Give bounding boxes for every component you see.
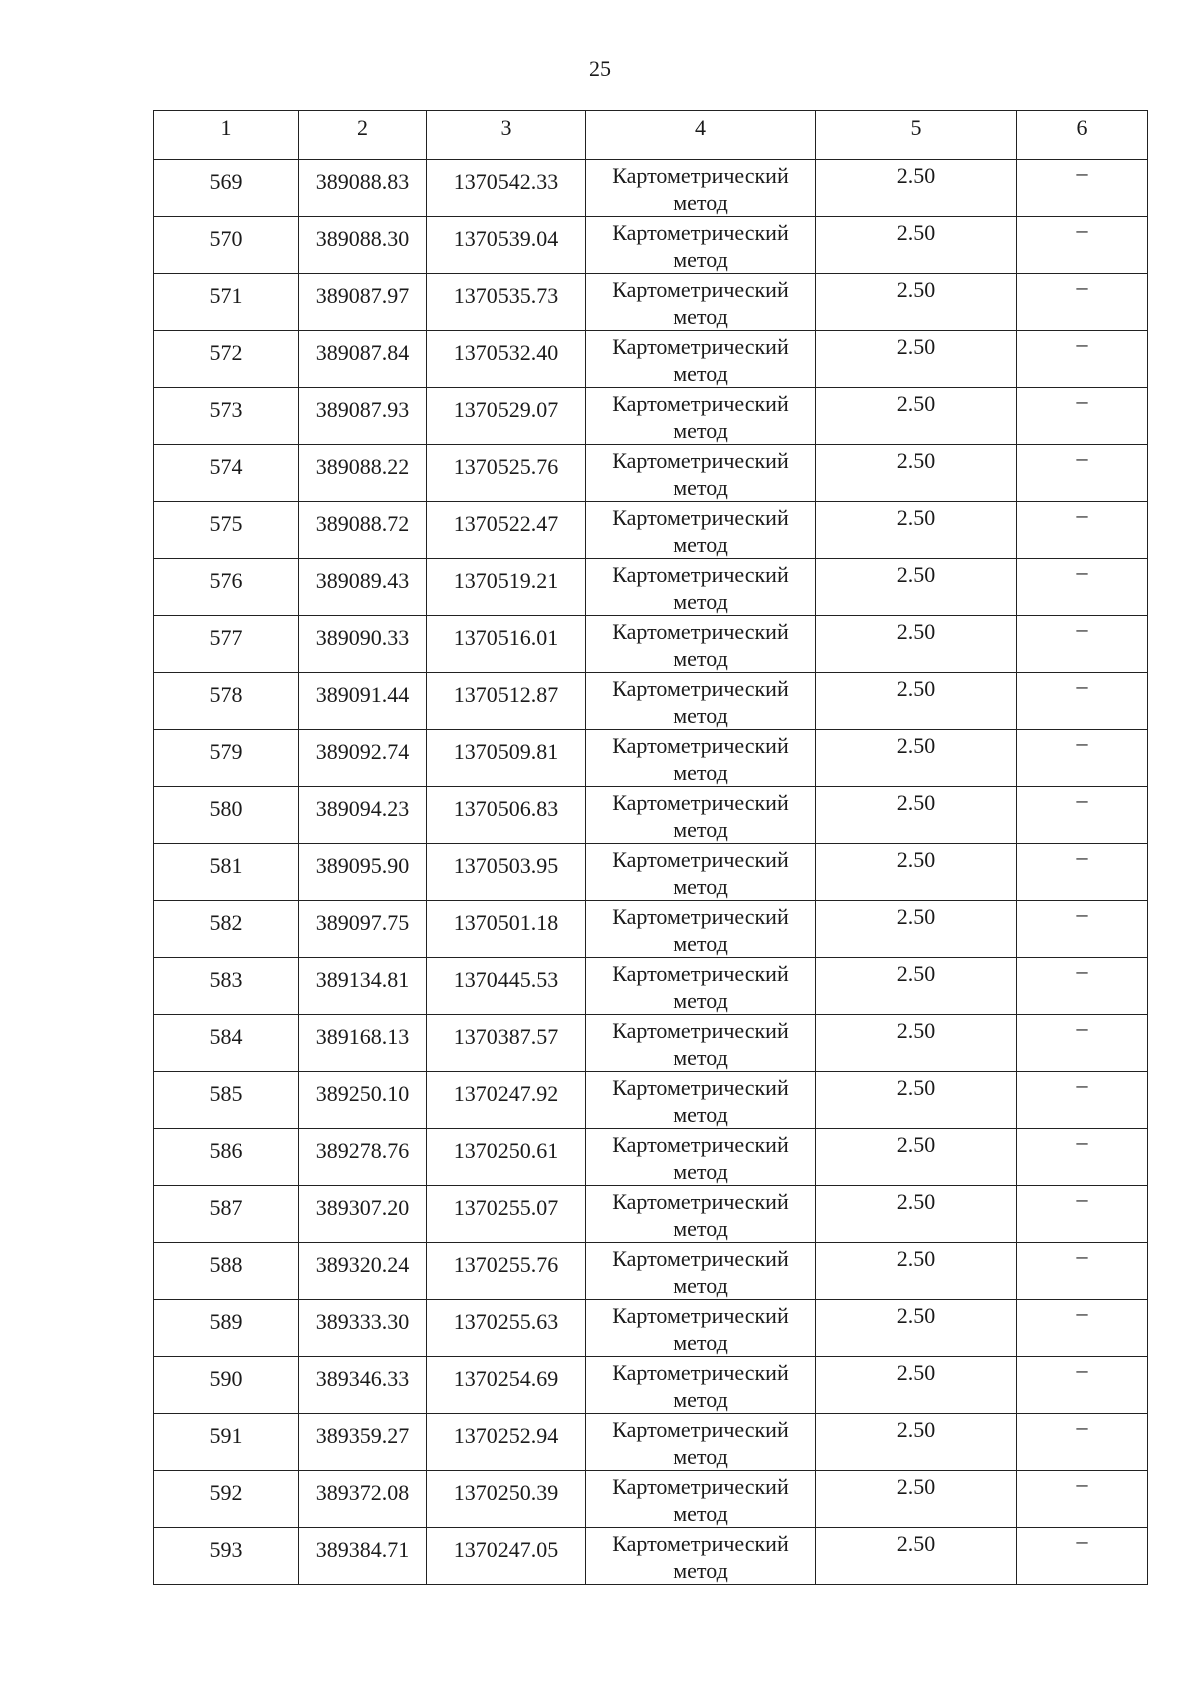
note-cell: – <box>1017 1471 1148 1528</box>
header-col-3: 3 <box>427 111 586 160</box>
method-line-2: метод <box>673 1387 728 1412</box>
accuracy-cell: 2.50 <box>816 274 1017 331</box>
method-cell <box>586 901 816 958</box>
table-row <box>154 901 1148 958</box>
x-coordinate-cell: 389134.81 <box>299 958 427 1015</box>
method-line-1: Картометрический <box>612 562 789 587</box>
x-coordinate-cell: 389094.23 <box>299 787 427 844</box>
accuracy-cell: 2.50 <box>816 445 1017 502</box>
table-row <box>154 616 1148 673</box>
point-number-cell: 587 <box>154 1186 299 1243</box>
method-cell <box>586 217 816 274</box>
y-coordinate-cell: 1370503.95 <box>427 844 586 901</box>
method-line-2: метод <box>673 874 728 899</box>
method-line-2: метод <box>673 418 728 443</box>
x-coordinate-cell: 389346.33 <box>299 1357 427 1414</box>
x-coordinate-cell: 389087.84 <box>299 331 427 388</box>
table-row <box>154 160 1148 217</box>
x-coordinate-cell: 389088.72 <box>299 502 427 559</box>
note-cell: – <box>1017 958 1148 1015</box>
x-coordinate-cell: 389088.30 <box>299 217 427 274</box>
method-cell <box>586 559 816 616</box>
table-row <box>154 1300 1148 1357</box>
accuracy-cell: 2.50 <box>816 1414 1017 1471</box>
method-cell <box>586 958 816 1015</box>
x-coordinate-cell: 389250.10 <box>299 1072 427 1129</box>
method-line-1: Картометрический <box>612 904 789 929</box>
method-line-1: Картометрический <box>612 448 789 473</box>
table-body <box>154 160 1148 1585</box>
table-row <box>154 1186 1148 1243</box>
table-row <box>154 274 1148 331</box>
note-cell: – <box>1017 730 1148 787</box>
y-coordinate-cell: 1370254.69 <box>427 1357 586 1414</box>
x-coordinate-cell: 389090.33 <box>299 616 427 673</box>
table-row <box>154 502 1148 559</box>
accuracy-cell: 2.50 <box>816 1528 1017 1585</box>
table-row <box>154 958 1148 1015</box>
header-col-2: 2 <box>299 111 427 160</box>
point-number-cell: 588 <box>154 1243 299 1300</box>
table-row <box>154 1471 1148 1528</box>
accuracy-cell: 2.50 <box>816 673 1017 730</box>
x-coordinate-cell: 389359.27 <box>299 1414 427 1471</box>
accuracy-cell: 2.50 <box>816 730 1017 787</box>
header-col-5: 5 <box>816 111 1017 160</box>
method-cell <box>586 1414 816 1471</box>
method-line-2: метод <box>673 1102 728 1127</box>
x-coordinate-cell: 389384.71 <box>299 1528 427 1585</box>
method-line-2: метод <box>673 1159 728 1184</box>
note-cell: – <box>1017 1243 1148 1300</box>
x-coordinate-cell: 389087.97 <box>299 274 427 331</box>
table-row <box>154 445 1148 502</box>
method-cell <box>586 274 816 331</box>
method-line-2: метод <box>673 247 728 272</box>
point-number-cell: 590 <box>154 1357 299 1414</box>
x-coordinate-cell: 389320.24 <box>299 1243 427 1300</box>
point-number-cell: 589 <box>154 1300 299 1357</box>
y-coordinate-cell: 1370516.01 <box>427 616 586 673</box>
y-coordinate-cell: 1370509.81 <box>427 730 586 787</box>
point-number-cell: 573 <box>154 388 299 445</box>
y-coordinate-cell: 1370535.73 <box>427 274 586 331</box>
accuracy-cell: 2.50 <box>816 217 1017 274</box>
y-coordinate-cell: 1370250.39 <box>427 1471 586 1528</box>
point-number-cell: 581 <box>154 844 299 901</box>
note-cell: – <box>1017 1528 1148 1585</box>
accuracy-cell: 2.50 <box>816 1072 1017 1129</box>
method-line-1: Картометрический <box>612 1531 789 1556</box>
method-cell <box>586 1072 816 1129</box>
method-line-1: Картометрический <box>612 1360 789 1385</box>
method-cell <box>586 730 816 787</box>
method-line-1: Картометрический <box>612 961 789 986</box>
method-line-1: Картометрический <box>612 619 789 644</box>
method-cell <box>586 388 816 445</box>
point-number-cell: 586 <box>154 1129 299 1186</box>
method-line-2: метод <box>673 760 728 785</box>
method-cell <box>586 1015 816 1072</box>
point-number-cell: 580 <box>154 787 299 844</box>
method-line-1: Картометрический <box>612 220 789 245</box>
y-coordinate-cell: 1370250.61 <box>427 1129 586 1186</box>
x-coordinate-cell: 389307.20 <box>299 1186 427 1243</box>
y-coordinate-cell: 1370525.76 <box>427 445 586 502</box>
accuracy-cell: 2.50 <box>816 1015 1017 1072</box>
method-line-2: метод <box>673 1045 728 1070</box>
accuracy-cell: 2.50 <box>816 1471 1017 1528</box>
y-coordinate-cell: 1370255.63 <box>427 1300 586 1357</box>
method-line-1: Картометрический <box>612 733 789 758</box>
note-cell: – <box>1017 1357 1148 1414</box>
accuracy-cell: 2.50 <box>816 616 1017 673</box>
method-line-2: метод <box>673 1501 728 1526</box>
page-number: 25 <box>589 56 611 81</box>
table-row <box>154 1015 1148 1072</box>
method-line-2: метод <box>673 1273 728 1298</box>
note-cell: – <box>1017 502 1148 559</box>
point-number-cell: 576 <box>154 559 299 616</box>
method-line-1: Картометрический <box>612 1303 789 1328</box>
table-row <box>154 1243 1148 1300</box>
method-line-2: метод <box>673 703 728 728</box>
accuracy-cell: 2.50 <box>816 1129 1017 1186</box>
note-cell: – <box>1017 1300 1148 1357</box>
method-cell <box>586 1528 816 1585</box>
method-line-2: метод <box>673 475 728 500</box>
point-number-cell: 585 <box>154 1072 299 1129</box>
point-number-cell: 591 <box>154 1414 299 1471</box>
method-cell <box>586 1186 816 1243</box>
point-number-cell: 574 <box>154 445 299 502</box>
x-coordinate-cell: 389168.13 <box>299 1015 427 1072</box>
method-line-2: метод <box>673 1558 728 1583</box>
method-line-2: метод <box>673 304 728 329</box>
y-coordinate-cell: 1370387.57 <box>427 1015 586 1072</box>
y-coordinate-cell: 1370445.53 <box>427 958 586 1015</box>
note-cell: – <box>1017 673 1148 730</box>
y-coordinate-cell: 1370501.18 <box>427 901 586 958</box>
method-cell <box>586 445 816 502</box>
accuracy-cell: 2.50 <box>816 958 1017 1015</box>
method-cell <box>586 160 816 217</box>
method-line-2: метод <box>673 1216 728 1241</box>
point-number-cell: 582 <box>154 901 299 958</box>
method-cell <box>586 502 816 559</box>
note-cell: – <box>1017 274 1148 331</box>
method-cell <box>586 1243 816 1300</box>
y-coordinate-cell: 1370539.04 <box>427 217 586 274</box>
note-cell: – <box>1017 1186 1148 1243</box>
point-number-cell: 593 <box>154 1528 299 1585</box>
method-line-2: метод <box>673 532 728 557</box>
x-coordinate-cell: 389278.76 <box>299 1129 427 1186</box>
y-coordinate-cell: 1370512.87 <box>427 673 586 730</box>
method-cell <box>586 673 816 730</box>
table-row <box>154 844 1148 901</box>
note-cell: – <box>1017 901 1148 958</box>
note-cell: – <box>1017 445 1148 502</box>
method-line-1: Картометрический <box>612 790 789 815</box>
table-row <box>154 1414 1148 1471</box>
note-cell: – <box>1017 559 1148 616</box>
point-number-cell: 571 <box>154 274 299 331</box>
note-cell: – <box>1017 1414 1148 1471</box>
y-coordinate-cell: 1370532.40 <box>427 331 586 388</box>
x-coordinate-cell: 389087.93 <box>299 388 427 445</box>
accuracy-cell: 2.50 <box>816 1300 1017 1357</box>
point-number-cell: 575 <box>154 502 299 559</box>
accuracy-cell: 2.50 <box>816 1357 1017 1414</box>
method-cell <box>586 331 816 388</box>
note-cell: – <box>1017 331 1148 388</box>
method-line-1: Картометрический <box>612 334 789 359</box>
method-line-1: Картометрический <box>612 847 789 872</box>
method-cell <box>586 1471 816 1528</box>
method-cell <box>586 616 816 673</box>
note-cell: – <box>1017 217 1148 274</box>
accuracy-cell: 2.50 <box>816 559 1017 616</box>
note-cell: – <box>1017 1015 1148 1072</box>
table-row <box>154 1357 1148 1414</box>
method-line-2: метод <box>673 931 728 956</box>
table-row <box>154 673 1148 730</box>
table-row <box>154 1129 1148 1186</box>
y-coordinate-cell: 1370542.33 <box>427 160 586 217</box>
point-number-cell: 569 <box>154 160 299 217</box>
point-number-cell: 572 <box>154 331 299 388</box>
table-row <box>154 1072 1148 1129</box>
y-coordinate-cell: 1370522.47 <box>427 502 586 559</box>
method-line-1: Картометрический <box>612 676 789 701</box>
y-coordinate-cell: 1370247.05 <box>427 1528 586 1585</box>
y-coordinate-cell: 1370252.94 <box>427 1414 586 1471</box>
point-number-cell: 583 <box>154 958 299 1015</box>
method-line-1: Картометрический <box>612 277 789 302</box>
method-line-2: метод <box>673 646 728 671</box>
header-col-4: 4 <box>586 111 816 160</box>
coordinates-table <box>153 110 1148 1585</box>
table-row <box>154 217 1148 274</box>
table-row <box>154 559 1148 616</box>
accuracy-cell: 2.50 <box>816 1243 1017 1300</box>
method-line-1: Картометрический <box>612 1018 789 1043</box>
x-coordinate-cell: 389095.90 <box>299 844 427 901</box>
x-coordinate-cell: 389091.44 <box>299 673 427 730</box>
table-header <box>154 111 1148 160</box>
method-cell <box>586 1300 816 1357</box>
method-line-1: Картометрический <box>612 1474 789 1499</box>
method-line-1: Картометрический <box>612 1246 789 1271</box>
y-coordinate-cell: 1370255.07 <box>427 1186 586 1243</box>
point-number-cell: 584 <box>154 1015 299 1072</box>
method-line-2: метод <box>673 1330 728 1355</box>
accuracy-cell: 2.50 <box>816 388 1017 445</box>
accuracy-cell: 2.50 <box>816 844 1017 901</box>
x-coordinate-cell: 389097.75 <box>299 901 427 958</box>
method-line-1: Картометрический <box>612 1132 789 1157</box>
x-coordinate-cell: 389092.74 <box>299 730 427 787</box>
x-coordinate-cell: 389372.08 <box>299 1471 427 1528</box>
accuracy-cell: 2.50 <box>816 901 1017 958</box>
point-number-cell: 579 <box>154 730 299 787</box>
accuracy-cell: 2.50 <box>816 331 1017 388</box>
note-cell: – <box>1017 616 1148 673</box>
point-number-cell: 570 <box>154 217 299 274</box>
method-line-2: метод <box>673 817 728 842</box>
x-coordinate-cell: 389088.22 <box>299 445 427 502</box>
method-line-1: Картометрический <box>612 1075 789 1100</box>
note-cell: – <box>1017 388 1148 445</box>
point-number-cell: 592 <box>154 1471 299 1528</box>
method-line-2: метод <box>673 190 728 215</box>
header-col-6: 6 <box>1017 111 1148 160</box>
y-coordinate-cell: 1370255.76 <box>427 1243 586 1300</box>
method-cell <box>586 1129 816 1186</box>
x-coordinate-cell: 389088.83 <box>299 160 427 217</box>
method-line-1: Картометрический <box>612 1189 789 1214</box>
note-cell: – <box>1017 1129 1148 1186</box>
x-coordinate-cell: 389089.43 <box>299 559 427 616</box>
y-coordinate-cell: 1370506.83 <box>427 787 586 844</box>
note-cell: – <box>1017 160 1148 217</box>
table-row <box>154 331 1148 388</box>
table-row <box>154 730 1148 787</box>
x-coordinate-cell: 389333.30 <box>299 1300 427 1357</box>
table-row <box>154 787 1148 844</box>
method-cell <box>586 1357 816 1414</box>
point-number-cell: 577 <box>154 616 299 673</box>
table-row <box>154 1528 1148 1585</box>
header-row <box>154 111 1148 160</box>
method-line-1: Картометрический <box>612 505 789 530</box>
note-cell: – <box>1017 787 1148 844</box>
method-line-1: Картометрический <box>612 391 789 416</box>
note-cell: – <box>1017 844 1148 901</box>
y-coordinate-cell: 1370529.07 <box>427 388 586 445</box>
accuracy-cell: 2.50 <box>816 502 1017 559</box>
accuracy-cell: 2.50 <box>816 787 1017 844</box>
header-col-1: 1 <box>154 111 299 160</box>
method-line-1: Картометрический <box>612 1417 789 1442</box>
method-line-1: Картометрический <box>612 163 789 188</box>
method-line-2: метод <box>673 1444 728 1469</box>
method-line-2: метод <box>673 361 728 386</box>
point-number-cell: 578 <box>154 673 299 730</box>
accuracy-cell: 2.50 <box>816 1186 1017 1243</box>
y-coordinate-cell: 1370519.21 <box>427 559 586 616</box>
method-line-2: метод <box>673 988 728 1013</box>
method-cell <box>586 844 816 901</box>
accuracy-cell: 2.50 <box>816 160 1017 217</box>
note-cell: – <box>1017 1072 1148 1129</box>
method-line-2: метод <box>673 589 728 614</box>
method-cell <box>586 787 816 844</box>
y-coordinate-cell: 1370247.92 <box>427 1072 586 1129</box>
table-row <box>154 388 1148 445</box>
